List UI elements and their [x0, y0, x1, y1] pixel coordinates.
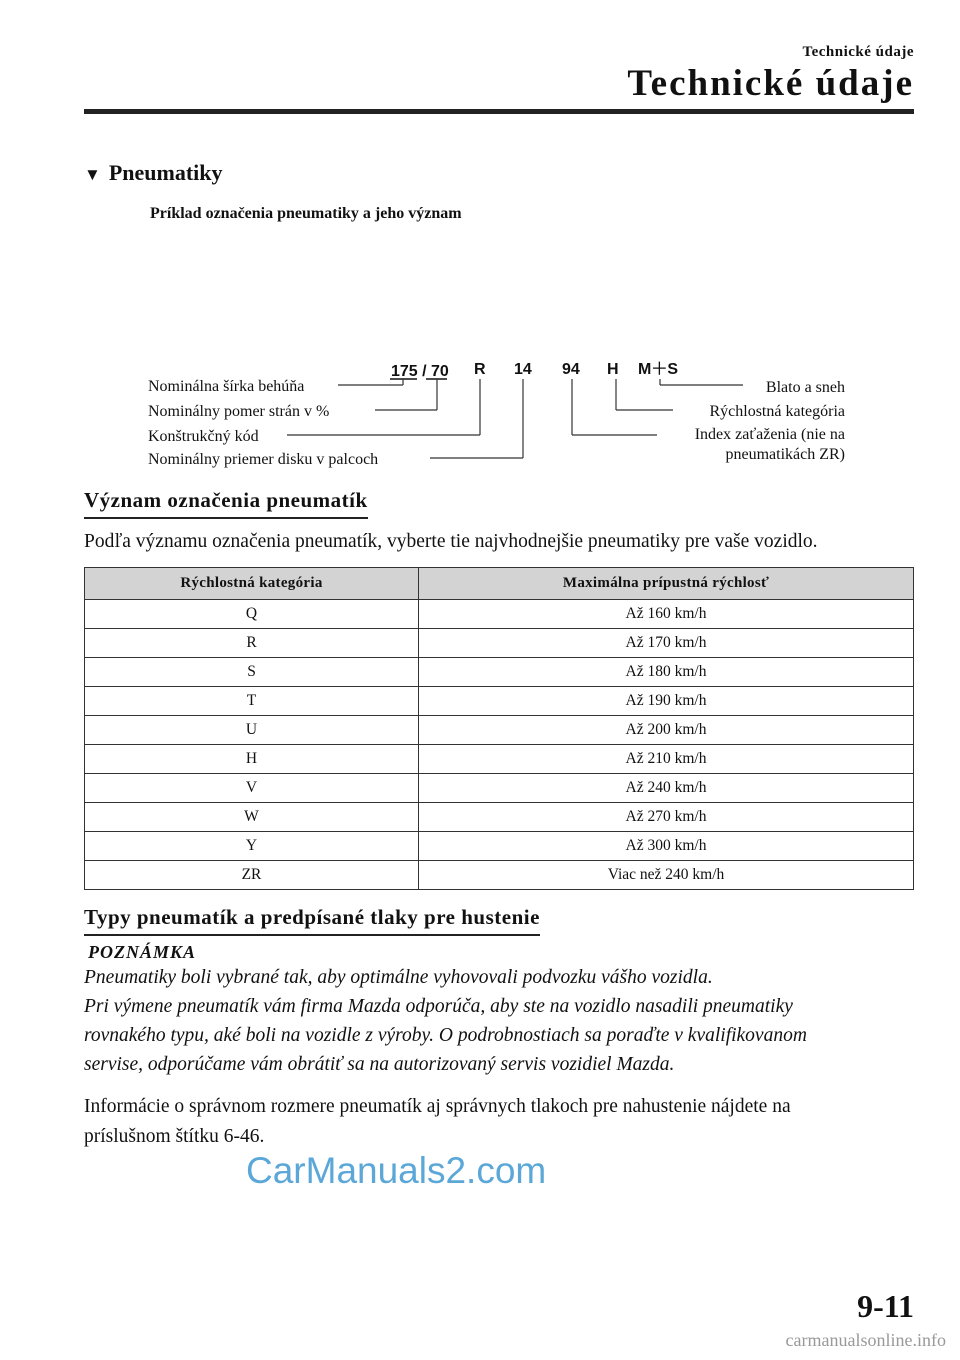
label-ratio: Nominálny pomer strán v %	[148, 403, 330, 420]
note-line: rovnakého typu, aké boli na vozidle z výroby. O podrobnostiach sa poraďte v kvalifikovanom	[84, 1025, 807, 1046]
header-rule	[84, 109, 914, 114]
info-line: Informácie o správnom rozmere pneumatík aj správnych tlakoch pre nahustenie nájdete na	[84, 1096, 791, 1117]
table-row	[85, 861, 914, 890]
table-row	[85, 629, 914, 658]
table-cell: S	[85, 658, 419, 687]
table-row	[85, 687, 914, 716]
table-cell: T	[85, 687, 419, 716]
table-header-cell: Rýchlostná kategória	[85, 568, 419, 600]
section-title	[84, 160, 223, 186]
speed-table	[84, 567, 914, 890]
diagram-caption: Príklad označenia pneumatiky a jeho význam	[150, 205, 462, 222]
table-cell: Až 170 km/h	[419, 629, 914, 658]
table-row	[85, 832, 914, 861]
page-number: 9-11	[857, 1288, 914, 1324]
watermark: CarManuals2.com	[246, 1150, 547, 1191]
table-cell: U	[85, 716, 419, 745]
meaning-text: Podľa významu označenia pneumatík, vyberte tie najvhodnejšie pneumatiky pre vaše vozidlo.	[84, 531, 818, 552]
table-cell: W	[85, 803, 419, 832]
note-line: Pri výmene pneumatík vám firma Mazda odporúča, aby ste na vozidlo nasadili pneumatiky	[84, 996, 793, 1017]
running-header-title: Technické údaje	[627, 63, 914, 104]
table-cell: Až 300 km/h	[419, 832, 914, 861]
footer-watermark: carmanualsonline.info	[785, 1330, 946, 1350]
meaning-heading-text: Význam označenia pneumatík	[84, 488, 368, 512]
table-cell: Až 190 km/h	[419, 687, 914, 716]
label-diameter: Nominálny priemer disku v palcoch	[148, 451, 379, 468]
note-text	[84, 963, 924, 1079]
table-cell: R	[85, 629, 419, 658]
table-header-cell: Maximálna prípustná rýchlosť	[419, 568, 914, 600]
table-row	[85, 803, 914, 832]
table-cell: ZR	[85, 861, 419, 890]
label-load-1: Index zaťaženia (nie na	[694, 426, 845, 443]
info-line: príslušnom štítku 6-46.	[84, 1126, 265, 1147]
code-diameter: 14	[514, 361, 532, 378]
note-line: Pneumatiky boli vybrané tak, aby optimálne vyhovovali podvozku vášho vozidla.	[84, 967, 713, 988]
code-speed: H	[607, 361, 619, 378]
table-cell: Až 210 km/h	[419, 745, 914, 774]
table-cell: Viac než 240 km/h	[419, 861, 914, 890]
info-paragraph	[84, 1092, 791, 1152]
tire-marking-diagram	[0, 355, 960, 475]
code-width-ratio: 175 / 70	[391, 363, 449, 380]
triangle-down-icon: ▼	[84, 165, 101, 184]
label-load-2: pneumatikách ZR)	[725, 446, 845, 463]
heading-underline	[84, 517, 368, 519]
note-line: servise, odporúčame vám obrátiť sa na autorizovaný servis vozidiel Mazda.	[84, 1054, 675, 1075]
code-load: 94	[562, 361, 580, 378]
meaning-heading	[84, 488, 368, 513]
table-cell: Až 200 km/h	[419, 716, 914, 745]
code-construction: R	[474, 361, 486, 378]
label-speed: Rýchlostná kategória	[709, 403, 845, 420]
table-cell: Až 160 km/h	[419, 600, 914, 629]
code-ms: M＋S	[638, 361, 679, 378]
table-cell: Y	[85, 832, 419, 861]
label-width: Nominálna šírka behúňa	[148, 378, 305, 395]
label-ms: Blato a sneh	[765, 379, 845, 396]
table-header-row	[85, 568, 914, 600]
table-row	[85, 716, 914, 745]
table-cell: V	[85, 774, 419, 803]
note-title: POZNÁMKA	[88, 942, 197, 962]
table-cell: Až 270 km/h	[419, 803, 914, 832]
types-heading	[84, 905, 540, 930]
types-heading-text: Typy pneumatík a predpísané tlaky pre hustenie	[84, 905, 540, 929]
table-row	[85, 745, 914, 774]
table-cell: H	[85, 745, 419, 774]
running-header-small: Technické údaje	[802, 44, 914, 60]
table-cell: Až 240 km/h	[419, 774, 914, 803]
table-row	[85, 774, 914, 803]
table-row	[85, 600, 914, 629]
section-title-text: Pneumatiky	[108, 160, 223, 185]
table-row	[85, 658, 914, 687]
label-construction: Konštrukčný kód	[148, 428, 259, 445]
table-cell: Až 180 km/h	[419, 658, 914, 687]
heading-underline	[84, 934, 540, 936]
table-cell: Q	[85, 600, 419, 629]
